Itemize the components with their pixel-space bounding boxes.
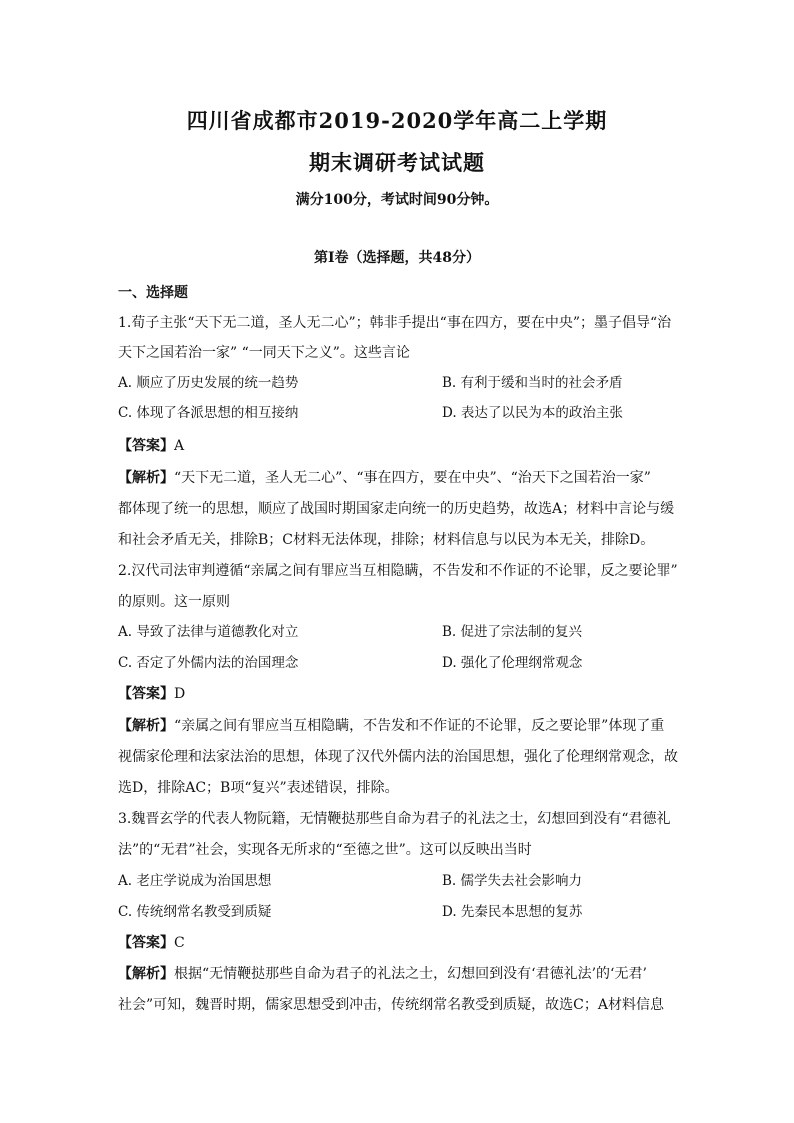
question-stem: 的原则。这一原则 xyxy=(118,594,230,610)
answer-value: D xyxy=(174,686,186,702)
option-b: B. 儒学失去社会影响力 xyxy=(442,873,583,889)
option-a: A. 导致了法律与道德教化对立 xyxy=(118,624,299,640)
section-heading: 一、选择题 xyxy=(118,285,188,301)
answer-label: 【答案】 xyxy=(118,935,174,951)
answer-value: C xyxy=(174,935,185,951)
analysis-line xyxy=(118,468,651,488)
option-b: B. 有利于缓和当时的社会矛盾 xyxy=(442,375,623,391)
option-c: C. 否定了外儒内法的治国理念 xyxy=(118,655,299,671)
analysis-text: 和社会矛盾无关，排除B；C材料无法体现，排除；材料信息与以民为本无关，排除D。 xyxy=(118,532,655,548)
question-stem: 天下之国若治一家” “一同天下之义”。这些言论 xyxy=(118,345,410,361)
analysis-text: 社会”可知，魏晋时期，儒家思想受到冲击，传统纲常名教受到质疑，故选C；A材料信息 xyxy=(118,997,664,1013)
section-title: 第Ⅰ卷（选择题，共48分） xyxy=(313,250,481,266)
option-d: D. 表达了以民为本的政治主张 xyxy=(442,405,623,421)
exam-subtitle: 满分100分，考试时间90分钟。 xyxy=(295,192,499,208)
analysis-line xyxy=(118,716,664,736)
analysis-text: 选D，排除AC；B项“复兴”表述错误，排除。 xyxy=(118,780,399,796)
answer-line xyxy=(118,436,184,456)
answer-value: A xyxy=(174,438,185,454)
option-a: A. 老庄学说成为治国思想 xyxy=(118,873,272,889)
question-stem: 1.荀子主张“天下无二道，圣人无二心”；韩非手提出“事在四方，要在中央”；墨子倡导“治 xyxy=(118,315,672,331)
option-d: D. 先秦民本思想的复苏 xyxy=(442,904,583,920)
exam-title: 四川省成都市2019-2020学年高二上学期 xyxy=(186,108,608,133)
question-stem: 3.魏晋玄学的代表人物阮籍，无情鞭挞那些自命为君子的礼法之士，幻想回到没有“君德礼 xyxy=(118,811,671,827)
option-a: A. 顺应了历史发展的统一趋势 xyxy=(118,375,299,391)
answer-label: 【答案】 xyxy=(118,438,174,454)
answer-line xyxy=(118,684,185,704)
analysis-label: 【解析】 xyxy=(118,966,174,982)
analysis-label: 【解析】 xyxy=(118,718,174,734)
analysis-text: 视儒家伦理和法家法治的思想，体现了汉代外儒内法的治国思想，强化了伦理纲常观念，故 xyxy=(118,749,678,765)
analysis-text: 根据“无情鞭挞那些自命为君子的礼法之士，幻想回到没有‘君德礼法’的‘无君’ xyxy=(174,966,647,982)
option-c: C. 体现了各派思想的相互接纳 xyxy=(118,405,299,421)
option-c: C. 传统纲常名教受到质疑 xyxy=(118,904,272,920)
option-d: D. 强化了伦理纲常观念 xyxy=(442,655,583,671)
question-stem: 2.汉代司法审判遵循“亲属之间有罪应当互相隐瞒，不告发和不作证的不论罪，反之要论罪” xyxy=(118,563,678,579)
analysis-line xyxy=(118,964,647,984)
question-stem: 法”的“无君”社会，实现各无所求的“至德之世”。这可以反映出当时 xyxy=(118,842,532,858)
analysis-text: “天下无二道，圣人无二心”、“事在四方，要在中央”、“治天下之国若治一家” xyxy=(174,470,651,486)
analysis-text: “亲属之间有罪应当互相隐瞒，不告发和不作证的不论罪，反之要论罪”体现了重 xyxy=(174,718,665,734)
analysis-text: 都体现了统一的思想，顺应了战国时期国家走向统一的历史趋势，故选A；材料中言论与缓 xyxy=(118,501,675,517)
option-b: B. 促进了宗法制的复兴 xyxy=(442,624,583,640)
answer-line xyxy=(118,933,185,953)
analysis-label: 【解析】 xyxy=(118,470,174,486)
exam-title-line2: 期末调研考试试题 xyxy=(309,150,485,175)
answer-label: 【答案】 xyxy=(118,686,174,702)
